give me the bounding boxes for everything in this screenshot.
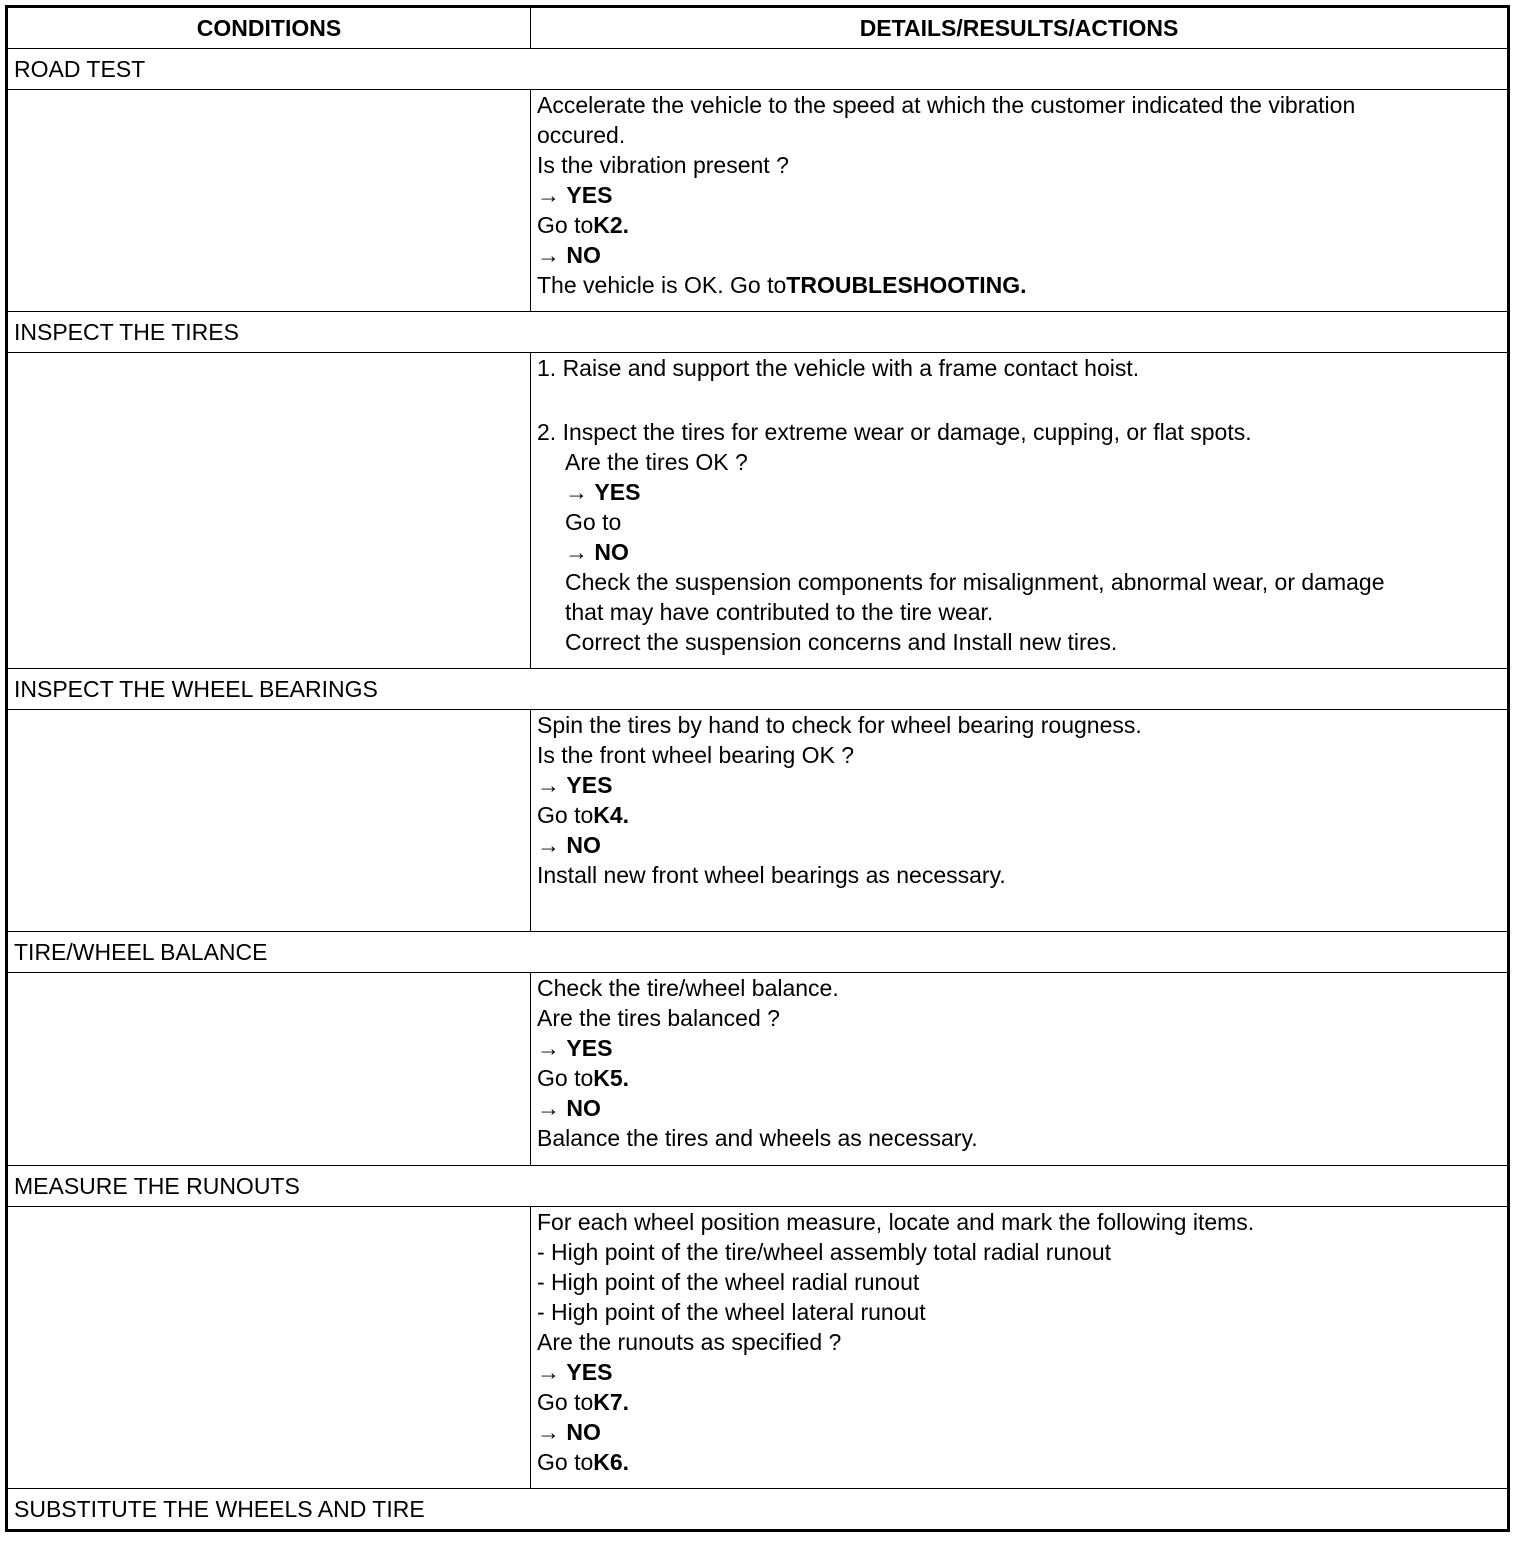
yes-label: YES — [566, 1035, 613, 1061]
section-title: ROAD TEST — [7, 49, 1509, 90]
detail-line: Are the tires balanced ? — [537, 1005, 780, 1031]
yes-action: Go to — [565, 509, 622, 535]
no-line — [537, 830, 1501, 860]
yes-label: YES — [566, 182, 613, 208]
conditions-cell — [7, 1207, 531, 1489]
no-label: NO — [566, 242, 601, 268]
details-header: DETAILS/RESULTS/ACTIONS — [531, 7, 1509, 49]
step-line: 1. Raise and support the vehicle with a frame contact hoist. — [537, 355, 1140, 381]
conditions-cell — [7, 710, 531, 932]
section-title: INSPECT THE WHEEL BEARINGS — [7, 669, 1509, 710]
no-line — [537, 1093, 1501, 1123]
yes-line — [537, 770, 1501, 800]
details-cell — [531, 1207, 1509, 1489]
arrow-icon: → — [537, 1359, 560, 1385]
yes-line — [537, 180, 1501, 210]
arrow-icon: → — [537, 1419, 560, 1445]
section-row-tire-wheel-balance — [7, 932, 1509, 973]
arrow-icon: → — [537, 832, 560, 858]
yes-label: YES — [594, 479, 641, 505]
no-action: Check the suspension components for misalignment, abnormal wear, or damage — [565, 569, 1385, 595]
section-row-wheel-bearings — [7, 669, 1509, 710]
detail-line: Spin the tires by hand to check for wheel bearing rougness. — [537, 712, 1142, 738]
goto-link[interactable]: K6. — [593, 1449, 630, 1475]
table-row — [7, 710, 1509, 932]
section-row-inspect-tires — [7, 312, 1509, 353]
conditions-cell — [7, 353, 531, 669]
no-line — [537, 240, 1501, 270]
conditions-header: CONDITIONS — [7, 7, 531, 49]
goto-link[interactable]: K4. — [593, 802, 630, 828]
arrow-icon: → — [565, 479, 588, 505]
detail-line: For each wheel position measure, locate and mark the following items. — [537, 1209, 1255, 1235]
no-label: NO — [566, 832, 601, 858]
yes-label: YES — [566, 772, 613, 798]
yes-action: Go toK2. — [537, 212, 630, 238]
arrow-icon: → — [537, 242, 560, 268]
conditions-cell — [7, 90, 531, 312]
no-action: The vehicle is OK. Go toTROUBLESHOOTING. — [537, 272, 1027, 298]
no-line — [537, 537, 1501, 567]
detail-line: Is the vibration present ? — [537, 152, 789, 178]
detail-line: Check the tire/wheel balance. — [537, 975, 839, 1001]
goto-link[interactable]: K7. — [593, 1389, 630, 1415]
no-line — [537, 1417, 1501, 1447]
arrow-icon: → — [565, 539, 588, 565]
arrow-icon: → — [537, 182, 560, 208]
section-row-substitute — [7, 1489, 1509, 1531]
arrow-icon: → — [537, 1035, 560, 1061]
step-line: 2. Inspect the tires for extreme wear or damage, cupping, or flat spots. — [537, 419, 1252, 445]
no-label: NO — [566, 1095, 601, 1121]
no-label: NO — [566, 1419, 601, 1445]
section-title: TIRE/WHEEL BALANCE — [7, 932, 1509, 973]
yes-action: Go toK7. — [537, 1389, 630, 1415]
table-row — [7, 90, 1509, 312]
section-title: INSPECT THE TIRES — [7, 312, 1509, 353]
detail-line: - High point of the tire/wheel assembly total radial runout — [537, 1239, 1112, 1265]
no-action: that may have contributed to the tire wear. — [565, 599, 994, 625]
detail-line: - High point of the wheel lateral runout — [537, 1299, 926, 1325]
no-action: Balance the tires and wheels as necessary. — [537, 1125, 978, 1151]
detail-line: - High point of the wheel radial runout — [537, 1269, 920, 1295]
details-cell — [531, 353, 1509, 669]
detail-line: Accelerate the vehicle to the speed at which the customer indicated the vibration — [537, 92, 1356, 118]
table-row — [7, 353, 1509, 669]
goto-link[interactable]: K2. — [593, 212, 630, 238]
question-line: Are the tires OK ? — [565, 449, 748, 475]
section-title: SUBSTITUTE THE WHEELS AND TIRE — [7, 1489, 1509, 1531]
yes-line — [537, 1033, 1501, 1063]
goto-link[interactable]: K5. — [593, 1065, 630, 1091]
yes-label: YES — [566, 1359, 613, 1385]
details-cell — [531, 90, 1509, 312]
details-cell — [531, 973, 1509, 1166]
section-title: MEASURE THE RUNOUTS — [7, 1166, 1509, 1207]
yes-action: Go toK5. — [537, 1065, 630, 1091]
table-row — [7, 973, 1509, 1166]
no-action: Go toK6. — [537, 1449, 630, 1475]
yes-action: Go toK4. — [537, 802, 630, 828]
no-action: Correct the suspension concerns and Install new tires. — [565, 629, 1118, 655]
yes-line — [537, 1357, 1501, 1387]
no-label: NO — [594, 539, 629, 565]
details-cell — [531, 710, 1509, 932]
table-row — [7, 1207, 1509, 1489]
detail-line: Are the runouts as specified ? — [537, 1329, 842, 1355]
arrow-icon: → — [537, 772, 560, 798]
detail-line: occured. — [537, 122, 626, 148]
goto-link[interactable]: TROUBLESHOOTING. — [786, 272, 1027, 298]
detail-line: Is the front wheel bearing OK ? — [537, 742, 855, 768]
no-action: Install new front wheel bearings as necessary. — [537, 862, 1006, 888]
section-row-road-test — [7, 49, 1509, 90]
conditions-cell — [7, 973, 531, 1166]
table-header-row — [7, 7, 1509, 49]
yes-line — [537, 477, 1501, 507]
arrow-icon: → — [537, 1095, 560, 1121]
diagnostic-table — [5, 5, 1510, 1532]
section-row-measure-runouts — [7, 1166, 1509, 1207]
